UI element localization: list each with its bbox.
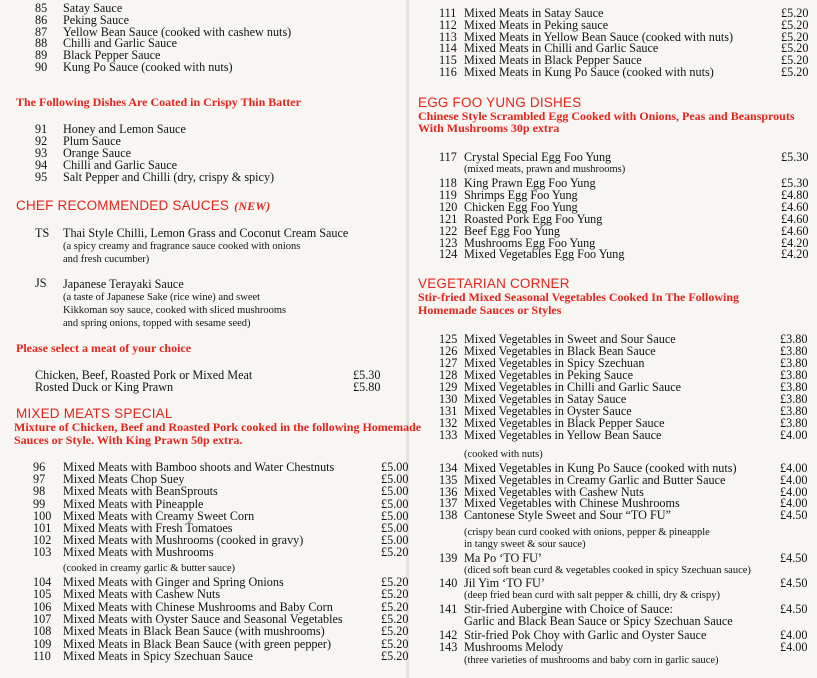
- item-name: Mixed Meats with Mushrooms (cooked in gravy): [63, 533, 304, 548]
- item-number: 139: [439, 551, 458, 565]
- sauce-item: [0, 61, 408, 74]
- item-note: (deep fried bean curd with salt pepper & chilli, dry & crispy): [464, 590, 720, 601]
- egg-foo-yung-heading: EGG FOO YUNG DISHES: [418, 95, 582, 110]
- item-number: 129: [439, 380, 458, 395]
- item-name: Mixed Meats with Bamboo shoots and Water Chestnuts: [63, 460, 335, 474]
- item-number: 126: [439, 344, 458, 359]
- item-name: Cantonese Style Sweet and Sour “TO FU”: [464, 508, 671, 523]
- item-price: £5.00: [381, 508, 409, 523]
- item-number: 134: [439, 461, 458, 475]
- item-note: in tangy sweet & sour sauce): [464, 539, 586, 550]
- item-price: £3.80: [780, 356, 808, 371]
- item-name: Mixed Meats with Fresh Tomatoes: [63, 521, 233, 535]
- item-name: Stir-fried Pok Choy with Garlic and Oyster Sauce: [464, 628, 707, 642]
- item-number: 125: [439, 332, 458, 346]
- item-note: (three varieties of mushrooms and baby corn in garlic sauce): [464, 655, 719, 666]
- item-number: 130: [439, 392, 458, 407]
- item-price: £3.80: [780, 332, 808, 346]
- item-number: 101: [33, 521, 52, 535]
- item-name: Mixed Meats in Chilli and Garlic Sauce: [464, 41, 659, 56]
- item-name: Mixed Vegetables Egg Foo Yung: [464, 247, 625, 262]
- item-number: 109: [33, 636, 52, 651]
- mixed-meats-desc: Mixture of Chicken, Beef and Roasted Pork cooked in the following Homemade: [14, 420, 422, 434]
- item-number: 138: [439, 508, 458, 523]
- item-number: 95: [35, 170, 48, 184]
- item-number: 108: [33, 624, 52, 639]
- item-price: £5.30: [781, 176, 809, 190]
- item-price: £5.20: [781, 29, 809, 44]
- item-price: £5.20: [781, 6, 809, 20]
- item-number: 120: [439, 199, 458, 214]
- js-desc: (a taste of Japanese Sake (rice wine) and sweet: [63, 292, 261, 303]
- item-price: £4.50: [780, 602, 808, 616]
- chef-recommended-heading: [16, 199, 270, 213]
- item-number: 133: [439, 428, 458, 443]
- item-price: £4.50: [780, 508, 808, 523]
- item-number: 99: [33, 496, 46, 511]
- item-price: £4.00: [780, 496, 808, 511]
- menu-item: [409, 552, 817, 565]
- item-name: Black Pepper Sauce: [63, 48, 161, 63]
- item-note: (diced soft bean curd & vegetables cooked in spicy Szechuan sauce): [464, 565, 751, 576]
- item-name: Mixed Vegetables in Spicy Szechuan: [464, 356, 645, 371]
- item-price: £5.20: [381, 611, 409, 626]
- item-name: Mixed Vegetables in Kung Po Sauce (cooked with nuts): [464, 461, 737, 475]
- vegetarian-desc: Stir-fried Mixed Seasonal Vegetables Cooked In The Following: [418, 290, 740, 304]
- item-number: 105: [33, 587, 52, 602]
- item-price: £4.00: [780, 640, 808, 654]
- item-price: £5.20: [381, 636, 409, 651]
- item-number: 123: [439, 235, 458, 250]
- item-price: £3.80: [780, 416, 808, 431]
- item-number: 89: [35, 48, 48, 63]
- item-name: Roasted Pork Egg Foo Yung: [464, 211, 603, 226]
- vegetarian-desc: Homemade Sauces or Styles: [418, 303, 562, 317]
- item-number: 98: [33, 484, 46, 499]
- vegetarian-corner-heading: VEGETARIAN CORNER: [418, 276, 570, 291]
- item-number: 140: [439, 576, 458, 590]
- ts-code: TS: [35, 226, 50, 240]
- item-price: £4.60: [781, 223, 809, 238]
- item-number: 111: [439, 6, 457, 20]
- item-name: Kung Po Sauce (cooked with nuts): [63, 60, 233, 74]
- menu-item: [0, 485, 408, 498]
- batter-note: The Following Dishes Are Coated in Crispy Thin Batter: [16, 95, 301, 109]
- item-price: £4.00: [780, 428, 808, 443]
- item-name: Mixed Meats with Mushrooms: [63, 545, 214, 560]
- item-number: 102: [33, 533, 52, 548]
- item-name: Mixed Meats with Oyster Sauce and Seasonal Vegetables: [63, 611, 343, 626]
- meat-option: Chicken, Beef, Roasted Pork or Mixed Meat: [35, 368, 253, 382]
- item-number: 86: [35, 12, 48, 27]
- item-name: Mushrooms Melody: [464, 640, 564, 654]
- item-name: Stir-fried Aubergine with Choice of Sauce:: [464, 602, 674, 616]
- menu-item: [0, 546, 408, 559]
- item-price: £3.80: [780, 392, 808, 407]
- item-price: £3.80: [780, 404, 808, 419]
- item-price: £5.20: [781, 65, 809, 79]
- item-price: £5.00: [381, 460, 409, 474]
- ts-desc: and fresh cucumber): [63, 254, 150, 265]
- item-price: £4.00: [780, 472, 808, 487]
- item-note: (mixed meats, prawn and mushrooms): [464, 164, 626, 175]
- item-number: 104: [33, 575, 52, 589]
- mixed-meats-heading: MIXED MEATS SPECIAL: [16, 406, 173, 421]
- item-name: Plum Sauce: [63, 134, 121, 148]
- item-number: 124: [439, 247, 458, 262]
- item-name: Mixed Vegetables in Yellow Bean Sauce: [464, 428, 662, 443]
- item-name: Chicken Egg Foo Yung: [464, 199, 578, 214]
- item-note: (cooked with nuts): [464, 449, 543, 460]
- item-price: £5.30: [781, 150, 809, 164]
- ts-desc: (a spicy creamy and fragrance sauce cooked with onions: [63, 241, 301, 252]
- item-name: Mixed Meats in Satay Sauce: [464, 6, 604, 20]
- item-number: 142: [439, 628, 458, 642]
- item-price: £5.20: [381, 624, 409, 639]
- item-name: Mixed Meats in Black Bean Sauce (with mushrooms): [63, 624, 325, 639]
- item-number: 137: [439, 496, 458, 511]
- item-number: 92: [35, 134, 48, 148]
- item-price: £5.20: [781, 17, 809, 32]
- item-number: 121: [439, 211, 458, 226]
- menu-item: [0, 461, 408, 474]
- item-name: Honey and Lemon Sauce: [63, 122, 186, 136]
- item-number: 117: [439, 150, 457, 164]
- item-name: Chilli and Garlic Sauce: [63, 158, 178, 172]
- item-number: 118: [439, 176, 457, 190]
- item-price: £5.00: [381, 496, 409, 511]
- item-name: Mixed Vegetables in Black Bean Sauce: [464, 344, 656, 359]
- item-price: £5.00: [381, 521, 409, 535]
- item-price: £5.20: [381, 599, 409, 614]
- item-name: Mixed Meats Chop Suey: [63, 472, 185, 487]
- item-price: £5.00: [381, 533, 409, 548]
- item-name: Mixed Vegetables in Sweet and Sour Sauce: [464, 332, 676, 346]
- item-price: £5.20: [381, 545, 409, 560]
- item-number: 90: [35, 60, 48, 74]
- item-number: 112: [439, 17, 457, 32]
- js-desc: and spring onions, topped with sesame seed): [63, 318, 251, 329]
- item-number: 127: [439, 356, 458, 371]
- item-number: 128: [439, 368, 458, 383]
- item-name: Chilli and Garlic Sauce: [63, 36, 178, 51]
- item-name: Mixed Meats in Peking sauce: [464, 17, 609, 32]
- item-number: 106: [33, 599, 52, 614]
- item-number: 115: [439, 53, 457, 68]
- js-code: JS: [35, 276, 47, 290]
- item-price: £3.80: [780, 344, 808, 359]
- item-price: £5.00: [381, 484, 409, 499]
- item-price: £4.20: [781, 235, 809, 250]
- item-number: 97: [33, 472, 46, 487]
- item-name: Peking Sauce: [63, 12, 130, 27]
- item-name: Satay Sauce: [63, 1, 123, 15]
- meat-option: Rosted Duck or King Prawn: [35, 380, 174, 394]
- item-name: Mixed Meats in Black Bean Sauce (with green pepper): [63, 636, 332, 651]
- item-price: £3.80: [780, 380, 808, 395]
- menu-item: [409, 429, 817, 442]
- item-number: 91: [35, 122, 48, 136]
- egg-foo-yung-desc: With Mushrooms 30p extra: [418, 121, 560, 135]
- item-number: 122: [439, 223, 458, 238]
- item-price: £4.60: [781, 211, 809, 226]
- item-number: 132: [439, 416, 458, 431]
- item-number: 110: [33, 648, 51, 663]
- item-number: 87: [35, 24, 48, 39]
- item-name: Shrimps Egg Foo Yung: [464, 187, 578, 202]
- item-price: £5.20: [381, 575, 409, 589]
- item-price: £5.20: [781, 41, 809, 56]
- item-number: 141: [439, 602, 458, 616]
- item-number: 93: [35, 146, 48, 160]
- item-note: (crispy bean curd cooked with onions, pepper & pineapple: [464, 527, 710, 538]
- item-number: 114: [439, 41, 457, 56]
- item-name: Mixed Vegetables in Creamy Garlic and Butter Sauce: [464, 472, 726, 487]
- item-name: Orange Sauce: [63, 146, 132, 160]
- item-name: Mixed Meats with Pineapple: [63, 496, 204, 511]
- item-name: Mixed Meats in Kung Po Sauce (cooked with nuts): [464, 65, 714, 79]
- item-number: 88: [35, 36, 48, 51]
- item-note: Garlic and Black Bean Sauce or Spicy Szechuan Sauce: [464, 614, 733, 628]
- item-name: Mixed Meats with BeanSprouts: [63, 484, 218, 499]
- item-name: Mixed Meats with Chinese Mushrooms and Baby Corn: [63, 599, 333, 614]
- item-name: Crystal Special Egg Foo Yung: [464, 150, 612, 164]
- item-number: 96: [33, 460, 46, 474]
- item-price: £5.00: [381, 472, 409, 487]
- meat-choice-prompt: Please select a meat of your choice: [16, 341, 192, 355]
- menu-item: [409, 151, 817, 164]
- item-price: £5.20: [381, 587, 409, 602]
- item-number: 131: [439, 404, 458, 419]
- item-price: £3.80: [780, 368, 808, 383]
- item-price: £4.00: [780, 484, 808, 499]
- menu-item: [409, 509, 817, 522]
- item-number: 116: [439, 65, 457, 79]
- item-name: Ma Po ‘TO FU’: [464, 551, 542, 565]
- new-badge: (NEW): [234, 199, 271, 213]
- item-name: Mixed Vegetables in Oyster Sauce: [464, 404, 632, 419]
- item-name: Mixed Vegetables in Chilli and Garlic Sauce: [464, 380, 682, 395]
- ts-title: Thai Style Chilli, Lemon Grass and Coconut Cream Sauce: [63, 226, 349, 240]
- item-number: 143: [439, 640, 458, 654]
- item-price: £4.80: [781, 187, 809, 202]
- item-number: 85: [35, 1, 48, 15]
- item-name: Mixed Meats with Ginger and Spring Onions: [63, 575, 284, 589]
- item-name: Mixed Meats with Cashew Nuts: [63, 587, 221, 602]
- item-price: £4.00: [780, 461, 808, 475]
- item-name: Mixed Meats in Yellow Bean Sauce (cooked with nuts): [464, 29, 734, 44]
- item-number: 94: [35, 158, 48, 172]
- item-name: Mixed Vegetables in Black Pepper Sauce: [464, 416, 665, 431]
- item-price: £4.00: [780, 628, 808, 642]
- menu-item: [409, 248, 817, 261]
- item-name: Yellow Bean Sauce (cooked with cashew nuts): [63, 24, 292, 39]
- item-name: Mixed Meats with Creamy Sweet Corn: [63, 508, 255, 523]
- js-desc: Kikkoman soy sauce, cooked with sliced mushrooms: [63, 305, 287, 316]
- menu-item: [409, 577, 817, 590]
- js-title: Japanese Terayaki Sauce: [63, 277, 184, 291]
- item-price: £4.20: [781, 247, 809, 262]
- item-number: 107: [33, 611, 52, 626]
- item-number: 113: [439, 29, 457, 44]
- item-name: Mixed Vegetables with Cashew Nuts: [464, 484, 644, 499]
- menu-item: [409, 641, 817, 654]
- item-note: (cooked in creamy garlic & butter sauce): [63, 563, 236, 574]
- item-name: Mixed Vegetables in Satay Sauce: [464, 392, 627, 407]
- item-name: Mushrooms Egg Foo Yung: [464, 235, 596, 250]
- item-price: £4.50: [780, 551, 808, 565]
- meat-price: £5.30: [353, 368, 381, 382]
- item-name: King Prawn Egg Foo Yung: [464, 176, 596, 190]
- item-name: Mixed Meats in Black Pepper Sauce: [464, 53, 642, 68]
- item-name: Mixed Vegetables with Chinese Mushrooms: [464, 496, 680, 511]
- item-name: Mixed Vegetables in Peking Sauce: [464, 368, 634, 383]
- menu-item: [0, 650, 408, 663]
- item-number: 135: [439, 472, 458, 487]
- item-price: £4.50: [780, 576, 808, 590]
- item-price: £5.20: [381, 648, 409, 663]
- heading-text: CHEF RECOMMENDED SAUCES: [16, 198, 230, 213]
- item-number: 119: [439, 187, 457, 202]
- item-name: Beef Egg Foo Yung: [464, 223, 561, 238]
- item-number: 103: [33, 545, 52, 560]
- item-name: Salt Pepper and Chilli (dry, crispy & spicy): [63, 170, 275, 184]
- egg-foo-yung-desc: Chinese Style Scrambled Egg Cooked with Onions, Peas and Beansprouts: [418, 109, 795, 123]
- meat-price: £5.80: [353, 380, 381, 394]
- menu-item: [409, 66, 817, 79]
- item-price: £4.60: [781, 199, 809, 214]
- sauce-item: [0, 171, 408, 184]
- item-price: £5.20: [781, 53, 809, 68]
- item-number: 100: [33, 508, 52, 523]
- mixed-meats-desc: Sauces or Style. With King Prawn 50p extra.: [14, 433, 243, 447]
- item-name: Mixed Meats in Spicy Szechuan Sauce: [63, 648, 253, 663]
- item-name: Jil Yim ‘TO FU’: [464, 576, 545, 590]
- item-number: 136: [439, 484, 458, 499]
